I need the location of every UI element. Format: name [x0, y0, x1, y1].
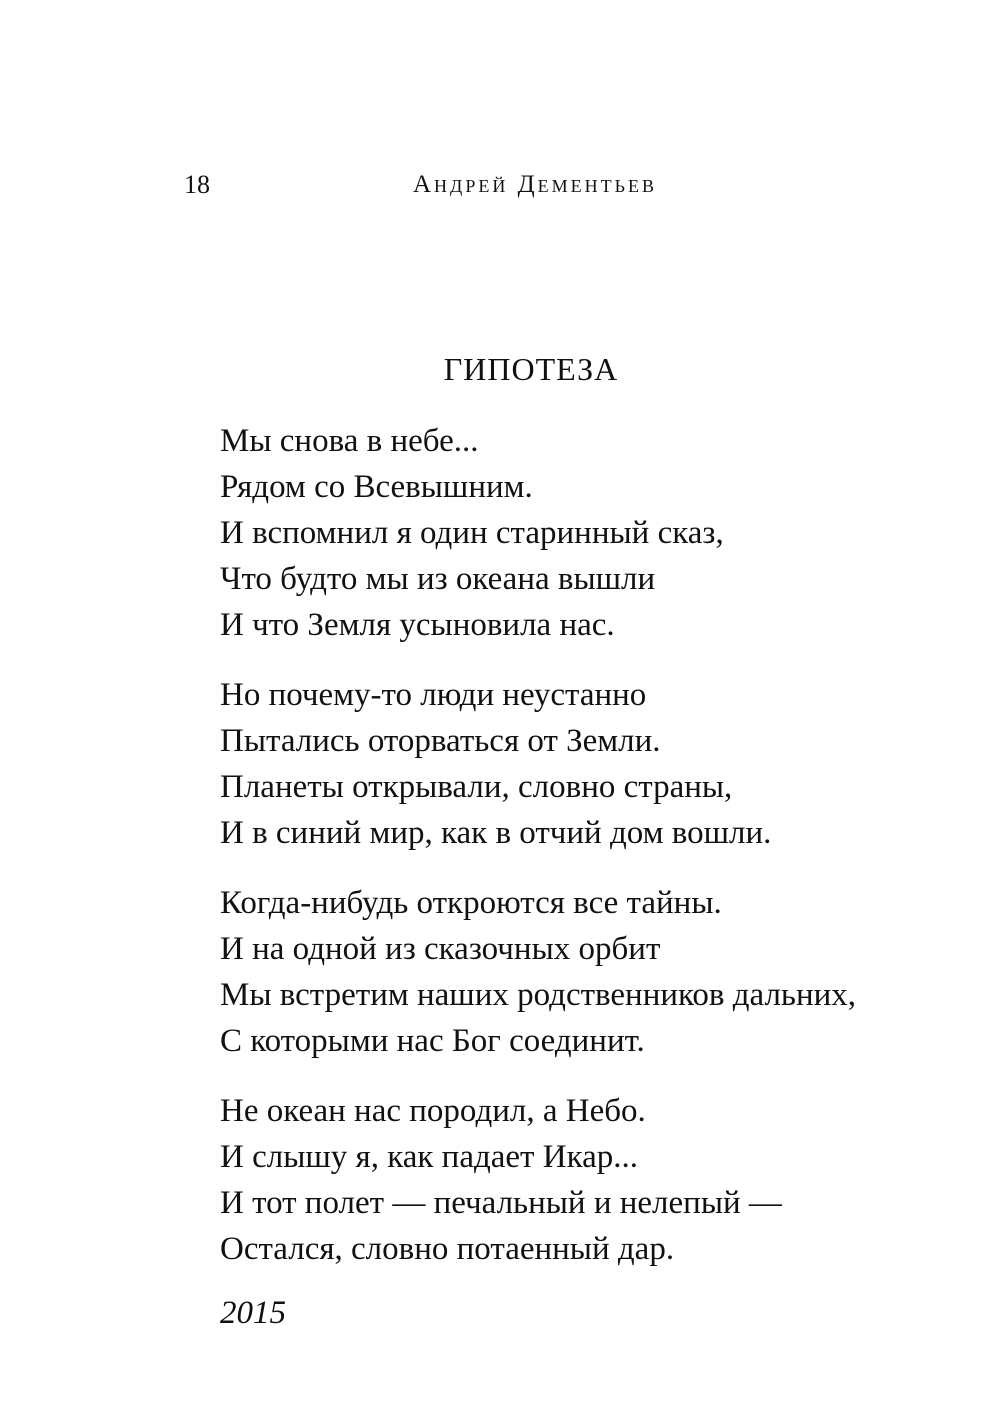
poem-line: И что Земля усыновила нас.	[220, 607, 615, 643]
poem-line: Когда-нибудь откроются все тайны.	[220, 885, 722, 921]
poem-body	[220, 418, 960, 1336]
poem-line: И вспомнил я один старинный сказ,	[220, 515, 724, 551]
stanza-3	[220, 880, 960, 1064]
poem-line: Остался, словно потаенный дар.	[220, 1231, 675, 1267]
poem-line: Но почему-то люди неустанно	[220, 677, 647, 713]
stanza-2	[220, 672, 960, 856]
stanza-1	[220, 418, 960, 648]
poem-line: Рядом со Всевышним.	[220, 469, 533, 505]
poem-line: И в синий мир, как в отчий дом вошли.	[220, 815, 772, 851]
poem-line: Что будто мы из океана вышли	[220, 561, 656, 597]
poem-line: Планеты открывали, словно страны,	[220, 769, 733, 805]
poem-line: Мы снова в небе...	[220, 423, 479, 459]
poem-line: И тот полет — печальный и нелепый —	[220, 1185, 782, 1221]
running-head-author: Андрей Дементьев	[413, 171, 657, 198]
poem-line: С которыми нас Бог соединит.	[220, 1023, 645, 1059]
poem-title: ГИПОТЕЗА	[443, 351, 619, 387]
poem-year: 2015	[220, 1295, 286, 1331]
poem-line: И на одной из сказочных орбит	[220, 931, 661, 967]
stanza-4	[220, 1088, 960, 1272]
poem-line: Мы встретим наших родственников дальних,	[220, 977, 857, 1013]
poem-line: И слышу я, как падает Икар...	[220, 1139, 638, 1175]
poem-line: Не океан нас породил, а Небо.	[220, 1093, 646, 1129]
page-number: 18	[184, 170, 210, 199]
poem-line: Пытались оторваться от Земли.	[220, 723, 661, 759]
